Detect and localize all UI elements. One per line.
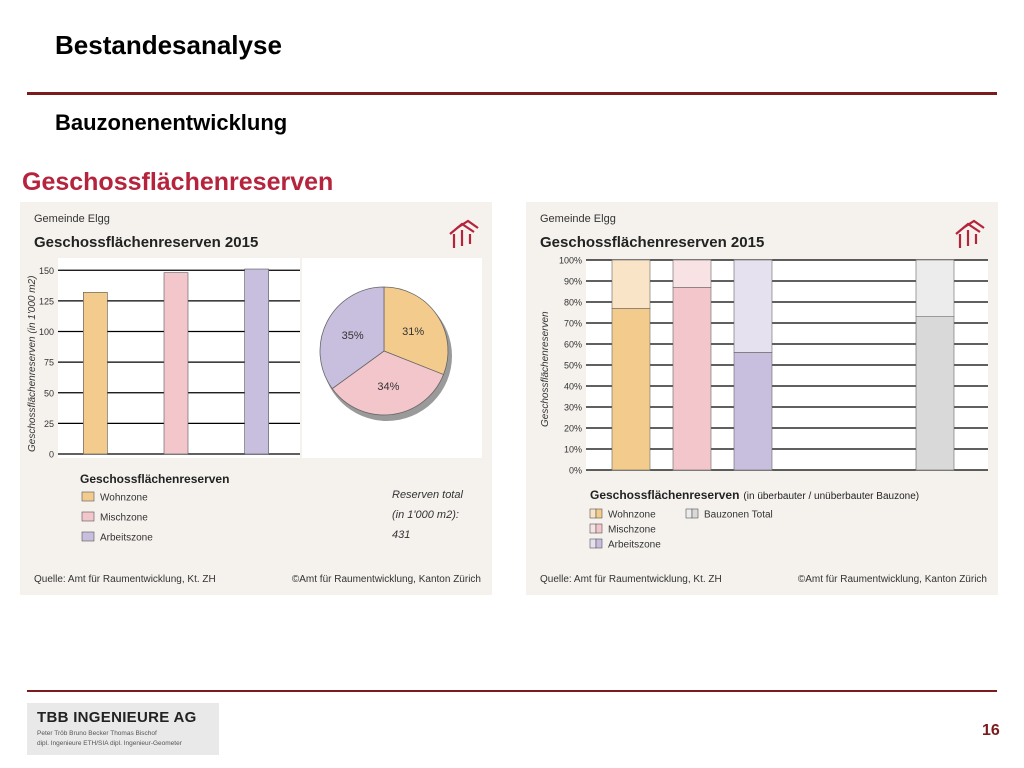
section-heading: Geschossflächenreserven xyxy=(22,168,334,196)
company-logo xyxy=(27,703,219,755)
total-note-value: 431 xyxy=(392,529,411,541)
house-logo-icon xyxy=(450,221,478,248)
left-chart-svg xyxy=(20,202,492,595)
stacked-bar-bauzonen-total-bebaut xyxy=(916,260,954,317)
logo-titles: dipl. Ingenieure ETH/SIA dipl. Ingenieur-Geometer xyxy=(37,740,182,747)
bar-y-tick-label: 0 xyxy=(48,449,54,460)
chart-title: Geschossflächenreserven 2015 xyxy=(34,234,259,251)
stacked-bar-arbeitszone-bebaut xyxy=(734,260,772,352)
top-divider xyxy=(27,92,997,95)
right-chart-panel xyxy=(526,202,998,595)
stacked-y-tick-label: 10% xyxy=(563,444,582,455)
bar-y-axis-label: Geschossflächenreserven (in 1'000 m2) xyxy=(27,275,38,452)
legend-swatch-dark-bauzonen-total xyxy=(692,509,698,518)
legend-label-arbeitszone: Arbeitszone xyxy=(100,532,153,544)
stacked-y-tick-label: 20% xyxy=(563,423,582,434)
legend-swatch-light-mischzone xyxy=(590,524,596,533)
legend-swatch-dark-wohnzone xyxy=(596,509,602,518)
stacked-y-tick-label: 50% xyxy=(563,360,582,371)
legend-label-wohnzone: Wohnzone xyxy=(608,509,656,521)
stacked-bar-mischzone-bebaut xyxy=(673,260,711,287)
bar-y-tick-label: 125 xyxy=(38,296,54,307)
bar-mischzone xyxy=(164,273,188,454)
source-label: Quelle: Amt für Raumentwicklung, Kt. ZH xyxy=(34,574,216,585)
bar-y-tick-label: 50 xyxy=(43,388,54,399)
stacked-legend-title: Geschossflächenreserven (in überbauter / unüberbauter Bauzone) xyxy=(590,488,920,502)
stacked-y-tick-label: 40% xyxy=(563,381,582,392)
legend-label-bauzonen-total: Bauzonen Total xyxy=(704,509,773,521)
stacked-y-tick-label: 0% xyxy=(568,465,582,476)
legend-swatch-light-bauzonen-total xyxy=(686,509,692,518)
copyright-label: ©Amt für Raumentwicklung, Kanton Zürich xyxy=(797,574,987,585)
legend-swatch-dark-arbeitszone xyxy=(596,539,602,548)
page-number: 16 xyxy=(982,722,1000,739)
stacked-y-axis-label: Geschossflächenreserven xyxy=(540,311,551,427)
total-note-line2: (in 1'000 m2): xyxy=(392,509,459,521)
legend-label-wohnzone: Wohnzone xyxy=(100,492,148,504)
logo-partners: Peter Tröb Bruno Becker Thomas Bischof xyxy=(37,730,157,737)
legend-swatch-mischzone xyxy=(82,512,94,521)
legend-label-mischzone: Mischzone xyxy=(100,512,148,524)
stacked-y-tick-label: 100% xyxy=(558,255,582,266)
legend-label-mischzone: Mischzone xyxy=(608,524,656,536)
stacked-bar-wohnzone-unbebaut xyxy=(612,308,650,470)
right-chart-svg xyxy=(526,202,998,595)
logo-name: TBB INGENIEURE AG xyxy=(37,709,197,726)
stacked-y-tick-label: 60% xyxy=(563,339,582,350)
stacked-y-tick-label: 70% xyxy=(563,318,582,329)
slide-subtitle: Bauzonenentwicklung xyxy=(55,110,288,135)
legend-swatch-wohnzone xyxy=(82,492,94,501)
bar-y-tick-label: 100 xyxy=(38,327,54,337)
slide-title: Bestandesanalyse xyxy=(55,30,282,60)
house-logo-icon xyxy=(956,221,984,248)
bottom-divider xyxy=(27,690,997,692)
legend-swatch-light-wohnzone xyxy=(590,509,596,518)
municipality-label: Gemeinde Elgg xyxy=(34,213,110,225)
chart-title: Geschossflächenreserven 2015 xyxy=(540,234,765,251)
stacked-bar-bauzonen-total-unbebaut xyxy=(916,317,954,470)
stacked-y-tick-label: 90% xyxy=(563,276,582,287)
bar-y-tick-label: 75 xyxy=(43,357,54,368)
pie-label-mischzone: 34% xyxy=(377,380,400,393)
stacked-y-tick-label: 30% xyxy=(563,402,582,413)
legend-swatch-dark-mischzone xyxy=(596,524,602,533)
municipality-label: Gemeinde Elgg xyxy=(540,213,616,225)
stacked-y-tick-label: 80% xyxy=(563,297,582,308)
left-chart-panel xyxy=(20,202,492,595)
source-label: Quelle: Amt für Raumentwicklung, Kt. ZH xyxy=(540,574,722,585)
total-note-line1: Reserven total xyxy=(392,489,463,501)
copyright-label: ©Amt für Raumentwicklung, Kanton Zürich xyxy=(291,574,481,585)
pie-label-wohnzone: 31% xyxy=(402,326,425,339)
pie-label-arbeitszone: 35% xyxy=(341,330,364,343)
legend-label-arbeitszone: Arbeitszone xyxy=(608,539,661,551)
bar-y-tick-label: 150 xyxy=(38,265,54,276)
bar-y-tick-label: 25 xyxy=(43,418,54,429)
legend-swatch-light-arbeitszone xyxy=(590,539,596,548)
bar-arbeitszone xyxy=(245,269,269,454)
legend-title: Geschossflächenreserven xyxy=(80,472,230,486)
stacked-bar-mischzone-unbebaut xyxy=(673,287,711,470)
legend-swatch-arbeitszone xyxy=(82,532,94,541)
stacked-bar-wohnzone-bebaut xyxy=(612,260,650,308)
bar-wohnzone xyxy=(83,292,107,454)
stacked-bar-arbeitszone-unbebaut xyxy=(734,352,772,470)
